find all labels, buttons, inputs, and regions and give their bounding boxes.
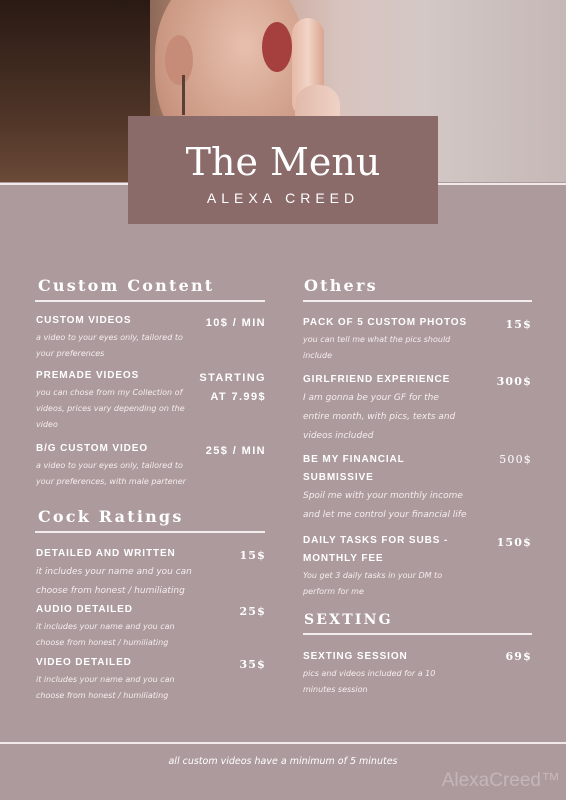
section-rule: [303, 633, 532, 635]
section-heading-sexting: SEXTING: [304, 612, 393, 628]
menu-item: [36, 601, 196, 651]
item-description: a video to your eyes only, tailored to your preferences: [36, 333, 183, 358]
item-name: MONTHLY FEE: [303, 553, 384, 564]
footer-note: all custom videos have a minimum of 5 minutes: [168, 756, 398, 767]
item-name: DAILY TASKS FOR SUBS -: [303, 535, 449, 546]
section-heading-others: Others: [304, 276, 378, 295]
item-description: you can chose from my Collection of videos, prices vary depending on the video: [36, 388, 185, 429]
menu-item: [36, 545, 196, 601]
item-price: 35$: [239, 658, 266, 671]
title-box: [128, 116, 438, 224]
menu-item: [303, 371, 468, 446]
item-description: it includes your name and you can choose from honest / humiliating: [36, 622, 175, 647]
item-price: 15$: [239, 549, 266, 562]
item-price: [199, 369, 266, 407]
menu-item: [303, 314, 473, 364]
item-description: I am gonna be your GF for the entire month, with pics, texts and videos included: [303, 393, 456, 441]
item-description: a video to your eyes only, tailored to your preferences, with male partener: [36, 461, 186, 486]
item-name: B/G CUSTOM VIDEO: [36, 443, 149, 454]
item-name: GIRLFRIEND EXPERIENCE: [303, 374, 451, 385]
section-rule: [303, 300, 532, 302]
section-heading-cock-ratings: Cock Ratings: [38, 507, 184, 526]
item-description: you can tell me what the pics should include: [303, 335, 451, 360]
item-name: AUDIO DETAILED: [36, 604, 133, 615]
item-name: PREMADE VIDEOS: [36, 370, 140, 381]
item-name: DETAILED AND WRITTEN: [36, 548, 176, 559]
item-price: 500$: [499, 453, 532, 466]
menu-item: [36, 440, 196, 490]
menu-item: [303, 648, 463, 698]
item-description: Spoil me with your monthly income and let me control your financial life: [303, 491, 467, 520]
item-price: 69$: [505, 650, 532, 663]
item-price: 10$ / MIN: [205, 317, 266, 329]
item-description: You get 3 daily tasks in your DM to perform for me: [303, 571, 443, 596]
item-description: pics and videos included for a 10 minutes session: [303, 669, 436, 694]
item-description: it includes your name and you can choose from honest / humiliating: [36, 675, 175, 700]
page-subtitle: ALEXA CREED: [206, 190, 360, 206]
menu-item: [36, 654, 196, 704]
item-name: VIDEO DETAILED: [36, 657, 132, 668]
item-name: PACK OF 5 CUSTOM PHOTOS: [303, 317, 468, 328]
watermark: AlexaCreed™: [441, 770, 560, 791]
item-price: 25$ / MIN: [205, 445, 266, 457]
menu-item: [36, 312, 201, 362]
item-price: 150$: [496, 536, 532, 549]
footer-divider: [0, 742, 566, 744]
item-price: 15$: [505, 318, 532, 331]
page-title: The Menu: [185, 140, 381, 184]
item-name: SEXTING SESSION: [303, 651, 408, 662]
item-price: 25$: [239, 605, 266, 618]
menu-item: [303, 451, 473, 525]
item-price-line: AT 7.99$: [210, 391, 266, 403]
item-price: 300$: [496, 375, 532, 388]
item-name: CUSTOM VIDEOS: [36, 315, 132, 326]
section-heading-custom-content: Custom Content: [38, 276, 215, 295]
item-name: BE MY FINANCIAL SUBMISSIVE: [303, 454, 405, 483]
menu-item: [303, 532, 473, 600]
item-price-line: STARTING: [199, 372, 266, 384]
section-rule: [35, 300, 265, 302]
menu-item: [36, 367, 196, 433]
item-description: it includes your name and you can choose from honest / humiliating: [36, 567, 192, 596]
section-rule: [35, 531, 265, 533]
